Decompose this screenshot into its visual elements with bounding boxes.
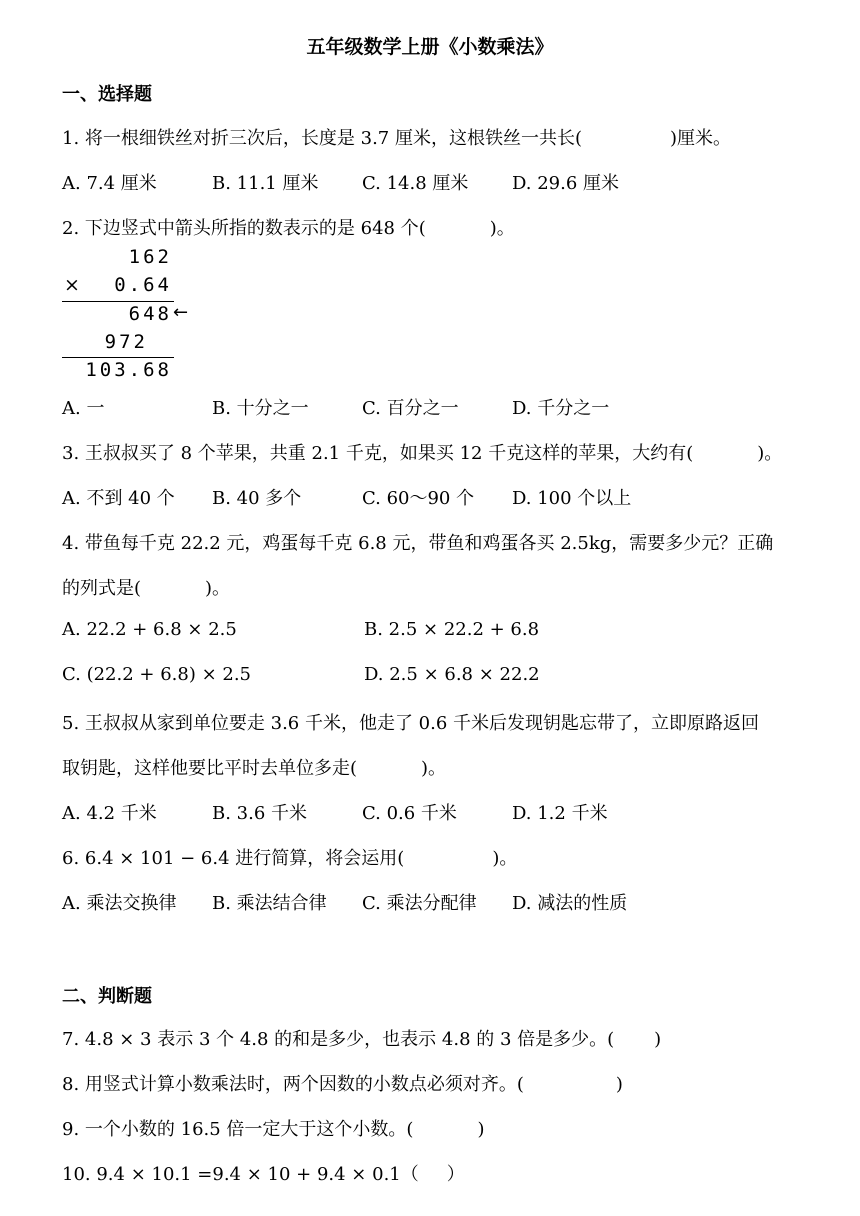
question-7-tail: ) (654, 1029, 662, 1050)
question-6-tail: )。 (492, 848, 518, 869)
question-5: 5. 王叔叔从家到单位要走 3.6 千米，他走了 0.6 千米后发现钥匙忘带了，立即原路返回 (62, 713, 760, 734)
option-b[interactable]: B. 十分之一 (212, 398, 309, 419)
question-6-text: 6. 6.4 × 101 − 6.4 进行简算，将会运用( (62, 848, 405, 869)
section-heading-choice: 一、选择题 (62, 84, 152, 105)
option-a[interactable]: A. 4.2 千米 (62, 803, 157, 824)
question-5-line2 (62, 754, 446, 780)
left-arrow-icon: ← (173, 302, 189, 323)
question-3-text: 3. 王叔叔买了 8 个苹果，共重 2.1 千克，如果买 12 千克这样的苹果，大约有( (62, 443, 694, 464)
option-a[interactable]: A. 7.4 厘米 (62, 173, 157, 194)
question-9-text: 9. 一个小数的 16.5 倍一定大于这个小数。( (62, 1119, 414, 1140)
multiplier: 0.64 (114, 274, 172, 296)
option-d[interactable]: D. 1.2 千米 (512, 803, 608, 824)
option-a[interactable]: A. 一 (62, 398, 105, 419)
option-c[interactable]: C. (22.2 + 6.8) × 2.5 (62, 664, 251, 685)
question-2-text: 2. 下边竖式中箭头所指的数表示的是 648 个( (62, 218, 426, 239)
option-b[interactable]: B. 3.6 千米 (212, 803, 308, 824)
vertical-multiplication (62, 246, 212, 386)
question-4: 4. 带鱼每千克 22.2 元，鸡蛋每千克 6.8 元，带鱼和鸡蛋各买 2.5kg，需要多少元？正确 (62, 533, 774, 554)
section-heading-judgement: 二、判断题 (62, 986, 152, 1007)
option-b[interactable]: B. 40 多个 (212, 488, 302, 509)
divider-line (62, 301, 174, 302)
question-1-text: 1. 将一根细铁丝对折三次后，长度是 3.7 厘米，这根铁丝一共长( (62, 128, 582, 149)
option-b[interactable]: B. 11.1 厘米 (212, 173, 319, 194)
option-c[interactable]: C. 百分之一 (362, 398, 459, 419)
question-2-tail: )。 (489, 218, 515, 239)
divider-line (62, 357, 174, 358)
option-d[interactable]: D. 减法的性质 (512, 893, 628, 914)
question-5-tail: )。 (421, 758, 447, 779)
question-8-text: 8. 用竖式计算小数乘法时，两个因数的小数点必须对齐。( (62, 1074, 524, 1095)
option-c[interactable]: C. 60～90 个 (362, 488, 475, 509)
option-d[interactable]: D. 100 个以上 (512, 488, 632, 509)
question-6 (62, 844, 517, 870)
times-sign: × (64, 274, 80, 296)
option-a[interactable]: A. 22.2 + 6.8 × 2.5 (62, 619, 237, 640)
question-4-tail: )。 (205, 578, 231, 599)
option-c[interactable]: C. 14.8 厘米 (362, 173, 469, 194)
product: 103.68 (85, 359, 172, 381)
question-8-tail: ) (615, 1074, 623, 1095)
question-3-tail: )。 (757, 443, 783, 464)
multiplicand: 162 (128, 246, 172, 268)
question-2 (62, 214, 515, 240)
option-d[interactable]: D. 2.5 × 6.8 × 22.2 (364, 664, 540, 685)
option-a[interactable]: A. 不到 40 个 (62, 488, 175, 509)
question-4-text: 的列式是( (62, 578, 142, 599)
question-7-text: 7. 4.8 × 3 表示 3 个 4.8 的和是多少，也表示 4.8 的 3 倍是多少。( (62, 1029, 615, 1050)
option-c[interactable]: C. 0.6 千米 (362, 803, 457, 824)
option-a[interactable]: A. 乘法交换律 (62, 893, 177, 914)
option-d[interactable]: D. 千分之一 (512, 398, 610, 419)
question-10 (62, 1160, 465, 1186)
page-title: 五年级数学上册《小数乘法》 (306, 36, 554, 58)
option-b[interactable]: B. 2.5 × 22.2 + 6.8 (364, 619, 540, 640)
question-7 (62, 1025, 661, 1051)
question-1 (62, 124, 731, 150)
question-4-line2 (62, 574, 230, 600)
question-10-tail: ） (446, 1164, 465, 1185)
partial-product-1: 648 (128, 303, 172, 325)
question-9 (62, 1115, 484, 1141)
question-9-tail: ) (477, 1119, 485, 1140)
partial-product-2: 972 (104, 331, 148, 353)
question-10-text: 10. 9.4 × 10.1 =9.4 × 10 + 9.4 × 0.1（ (62, 1164, 419, 1185)
question-5-text: 取钥匙，这样他要比平时去单位多走( (62, 758, 358, 779)
question-8 (62, 1070, 623, 1096)
option-b[interactable]: B. 乘法结合律 (212, 893, 327, 914)
question-3 (62, 439, 782, 465)
option-c[interactable]: C. 乘法分配律 (362, 893, 477, 914)
option-d[interactable]: D. 29.6 厘米 (512, 173, 620, 194)
question-1-tail: )厘米。 (670, 128, 732, 149)
